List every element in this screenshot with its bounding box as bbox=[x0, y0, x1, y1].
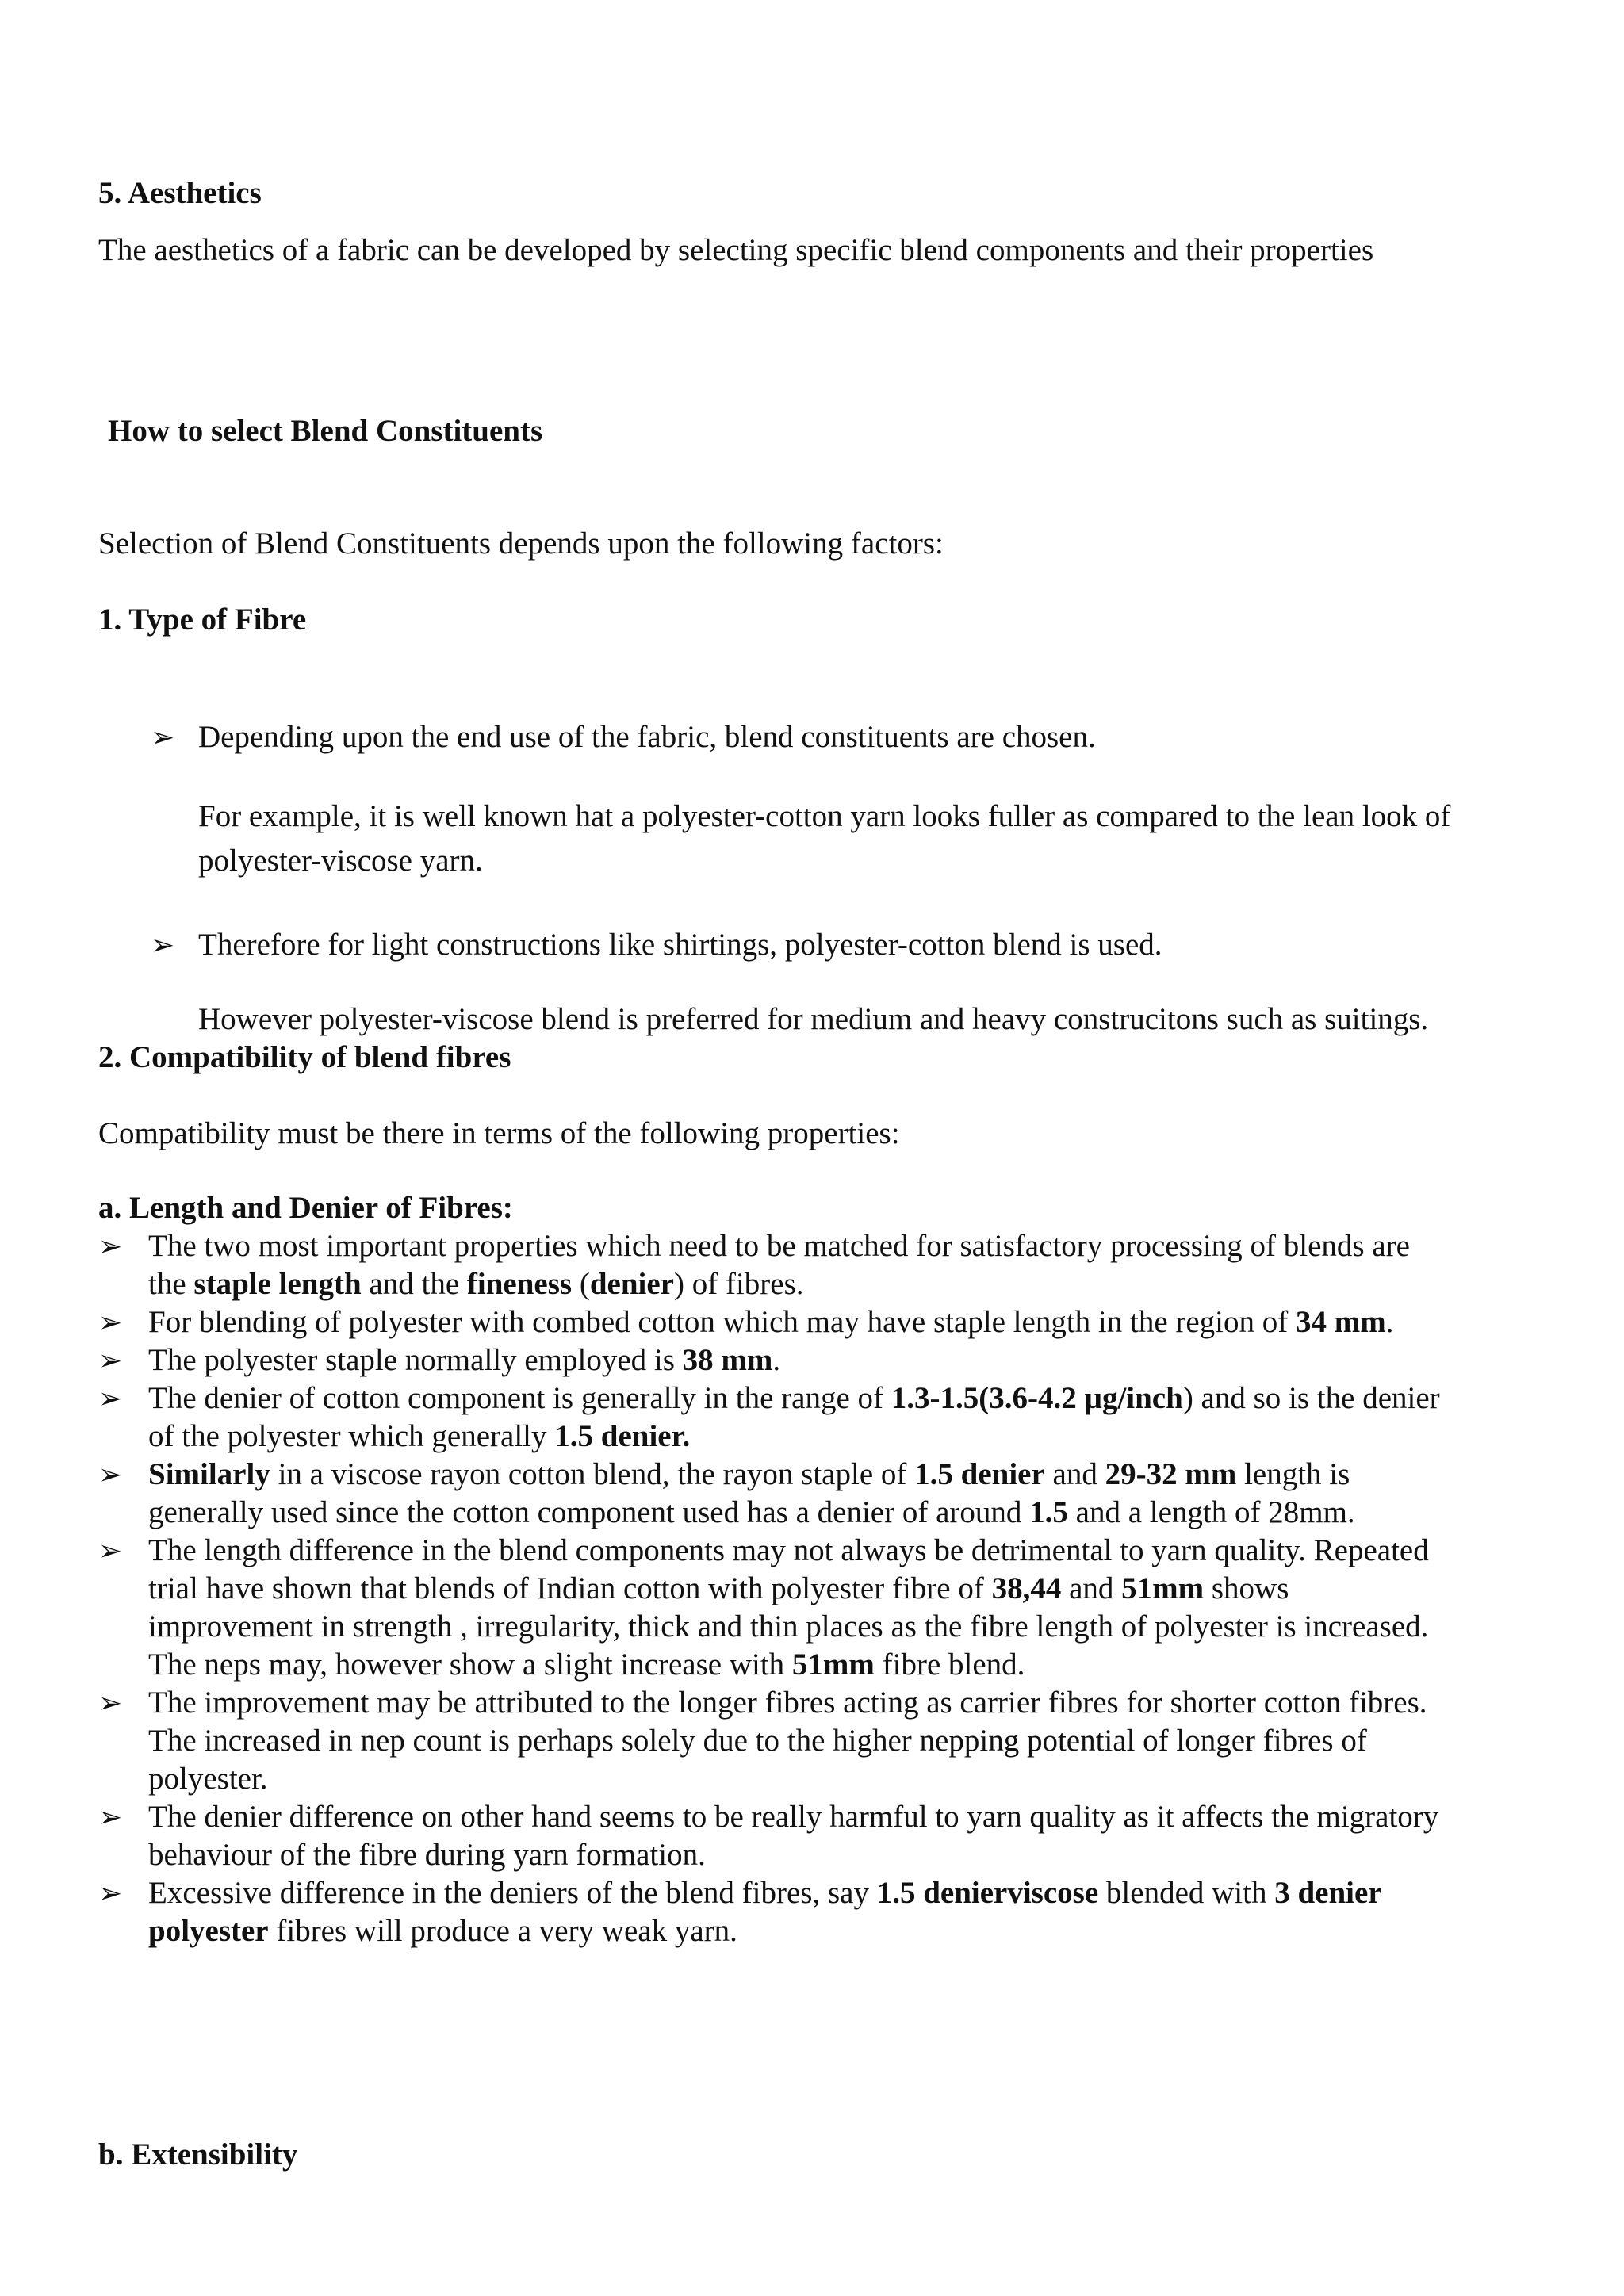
compat-bullet-7-line-1: The improvement may be attributed to the longer fibres acting as carrier fibres for shorter cotton fibres. bbox=[148, 1686, 1427, 1720]
arrow-bullet-icon: ➢ bbox=[151, 721, 175, 753]
fibre-example-line-1: For example, it is well known hat a polyester-cotton yarn looks fuller as compared to the lean look of bbox=[198, 799, 1451, 833]
compat-bullet-6-line-3: improvement in strength , irregularity, thick and thin places as the fibre length of polyester is increased. bbox=[148, 1609, 1429, 1644]
select-heading: How to select Blend Constituents bbox=[108, 414, 543, 448]
fibre-bullet-2: Therefore for light constructions like shirtings, polyester-cotton blend is used. bbox=[198, 928, 1162, 962]
arrow-bullet-icon: ➢ bbox=[98, 1801, 123, 1833]
compat-bullet-9-line-2: polyester fibres will produce a very weak yarn. bbox=[148, 1914, 737, 1948]
arrow-bullet-icon: ➢ bbox=[98, 1307, 123, 1338]
compat-heading: 2. Compatibility of blend fibres bbox=[98, 1040, 511, 1074]
compat-bullet-1-line-1: The two most important properties which need to be matched for satisfactory processing of blends are bbox=[148, 1229, 1410, 1263]
aesthetics-heading: 5. Aesthetics bbox=[98, 176, 262, 210]
select-intro: Selection of Blend Constituents depends upon the following factors: bbox=[98, 526, 944, 561]
arrow-bullet-icon: ➢ bbox=[98, 1687, 123, 1719]
compat-bullet-7-line-2: The increased in nep count is perhaps solely due to the higher nepping potential of longer fibres of bbox=[148, 1724, 1367, 1758]
aesthetics-text: The aesthetics of a fabric can be developed by selecting specific blend components and their properties bbox=[98, 233, 1374, 267]
arrow-bullet-icon: ➢ bbox=[98, 1230, 123, 1262]
arrow-bullet-icon: ➢ bbox=[98, 1535, 123, 1567]
compat-bullet-7-line-3: polyester. bbox=[148, 1762, 268, 1796]
arrow-bullet-icon: ➢ bbox=[151, 929, 175, 961]
arrow-bullet-icon: ➢ bbox=[98, 1877, 123, 1909]
compat-bullet-6-line-1: The length difference in the blend components may not always be detrimental to yarn quality. Repeated bbox=[148, 1533, 1429, 1567]
type-of-fibre-heading: 1. Type of Fibre bbox=[98, 603, 307, 637]
compat-bullet-8-line-1: The denier difference on other hand seems to be really harmful to yarn quality as it affects the migratory bbox=[148, 1800, 1439, 1834]
compat-sub-heading: a. Length and Denier of Fibres: bbox=[98, 1191, 513, 1225]
compat-bullet-4-line-2: of the polyester which generally 1.5 denier. bbox=[148, 1419, 691, 1453]
compat-bullet-9-line-1: Excessive difference in the deniers of the blend fibres, say 1.5 denierviscose blended with 3 denier bbox=[148, 1876, 1382, 1910]
fibre-bullet-1: Depending upon the end use of the fabric, blend constituents are chosen. bbox=[198, 720, 1096, 754]
compat-bullet-8-line-2: behaviour of the fibre during yarn formation. bbox=[148, 1838, 706, 1872]
compat-bullet-2: For blending of polyester with combed cotton which may have staple length in the region of 34 mm. bbox=[148, 1305, 1394, 1339]
extensibility-heading: b. Extensibility bbox=[98, 2137, 298, 2172]
compat-bullet-6-line-4: The neps may, however show a slight increase with 51mm fibre blend. bbox=[148, 1647, 1025, 1682]
arrow-bullet-icon: ➢ bbox=[98, 1459, 123, 1490]
compat-bullet-3: The polyester staple normally employed is 38 mm. bbox=[148, 1343, 781, 1377]
compat-bullet-1-line-2: the staple length and the fineness (denier) of fibres. bbox=[148, 1267, 804, 1301]
compat-bullet-6-line-2: trial have shown that blends of Indian cotton with polyester fibre of 38,44 and 51mm shows bbox=[148, 1571, 1289, 1605]
fibre-however: However polyester-viscose blend is preferred for medium and heavy construcitons such as suitings. bbox=[198, 1002, 1429, 1036]
compat-intro: Compatibility must be there in terms of the following properties: bbox=[98, 1116, 900, 1150]
arrow-bullet-icon: ➢ bbox=[98, 1383, 123, 1414]
arrow-bullet-icon: ➢ bbox=[98, 1345, 123, 1376]
compat-bullet-5-line-1: Similarly in a viscose rayon cotton blend, the rayon staple of 1.5 denier and 29-32 mm length is bbox=[148, 1457, 1350, 1491]
compat-bullet-5-line-2: generally used since the cotton component used has a denier of around 1.5 and a length of 28mm. bbox=[148, 1495, 1355, 1529]
compat-bullet-4-line-1: The denier of cotton component is generally in the range of 1.3-1.5(3.6-4.2 µg/inch) and so is the denier bbox=[148, 1381, 1440, 1415]
fibre-example-line-2: polyester-viscose yarn. bbox=[198, 844, 483, 878]
